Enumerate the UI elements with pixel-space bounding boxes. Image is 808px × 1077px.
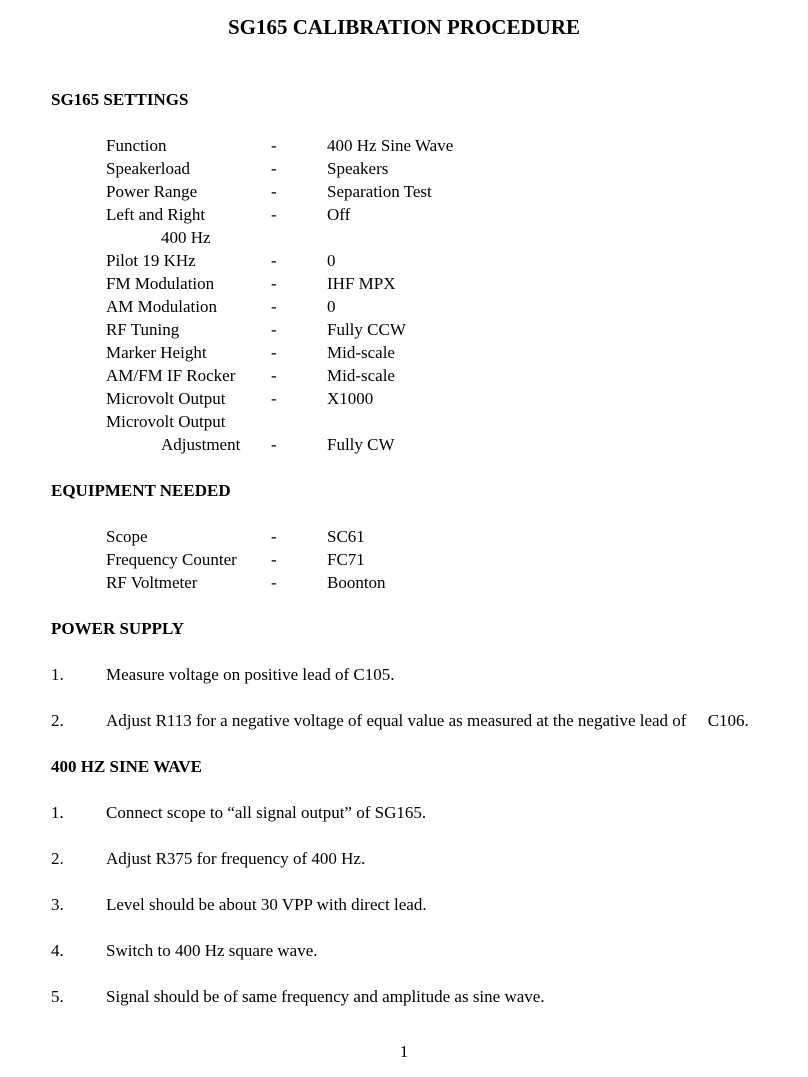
step-text: Adjust R113 for a negative voltage of equal value as measured at the negative lead of C106.	[106, 711, 749, 730]
setting-value: 400 Hz Sine Wave	[327, 136, 454, 155]
step-text: Level should be about 30 VPP with direct lead.	[106, 895, 427, 914]
setting-value: IHF MPX	[327, 274, 396, 293]
setting-label: Adjustment	[161, 435, 241, 454]
setting-value: Speakers	[327, 159, 389, 178]
step-number: 4.	[51, 941, 64, 960]
setting-label: Power Range	[106, 182, 198, 201]
setting-dash: -	[271, 251, 277, 270]
step-text: Measure voltage on positive lead of C105.	[106, 665, 395, 684]
setting-label: 400 Hz	[161, 228, 211, 247]
step-text: Adjust R375 for frequency of 400 Hz.	[106, 849, 366, 868]
setting-label: AM Modulation	[106, 297, 217, 316]
equipment-value: SC61	[327, 527, 365, 546]
equipment-heading: EQUIPMENT NEEDED	[51, 481, 231, 500]
setting-dash: -	[271, 182, 277, 201]
page-title: SG165 CALIBRATION PROCEDURE	[228, 15, 580, 39]
setting-label: Left and Right	[106, 205, 206, 224]
setting-label: AM/FM IF Rocker	[106, 366, 236, 385]
setting-dash: -	[271, 274, 277, 293]
setting-value: 0	[327, 251, 336, 270]
setting-dash: -	[271, 343, 277, 362]
page-number: 1	[399, 1042, 409, 1061]
setting-dash: -	[271, 389, 277, 408]
setting-value: Separation Test	[327, 182, 432, 201]
setting-label: FM Modulation	[106, 274, 215, 293]
setting-dash: -	[271, 205, 277, 224]
setting-label: Pilot 19 KHz	[106, 251, 196, 270]
step-number: 5.	[51, 987, 64, 1006]
setting-dash: -	[271, 159, 277, 178]
step-number: 2.	[51, 849, 64, 868]
equipment-label: Frequency Counter	[106, 550, 237, 569]
equipment-dash: -	[271, 550, 277, 569]
setting-label: RF Tuning	[106, 320, 180, 339]
equipment-dash: -	[271, 573, 277, 592]
equipment-dash: -	[271, 527, 277, 546]
setting-value: 0	[327, 297, 336, 316]
sine-wave-heading: 400 HZ SINE WAVE	[51, 757, 203, 776]
step-text: Connect scope to “all signal output” of SG165.	[106, 803, 427, 822]
equipment-value: Boonton	[327, 573, 386, 592]
equipment-value: FC71	[327, 550, 365, 569]
setting-value: Fully CW	[327, 435, 395, 454]
step-text: Switch to 400 Hz square wave.	[106, 941, 318, 960]
setting-dash: -	[271, 366, 277, 385]
setting-value: X1000	[327, 389, 374, 408]
setting-value: Mid-scale	[327, 366, 395, 385]
setting-dash: -	[271, 435, 277, 454]
step-number: 2.	[51, 711, 64, 730]
setting-value: Fully CCW	[327, 320, 406, 339]
equipment-label: RF Voltmeter	[106, 573, 198, 592]
power-supply-heading: POWER SUPPLY	[51, 619, 185, 638]
setting-label: Microvolt Output	[106, 389, 226, 408]
settings-heading: SG165 SETTINGS	[51, 90, 189, 109]
setting-label: Microvolt Output	[106, 412, 226, 431]
setting-label: Marker Height	[106, 343, 207, 362]
step-text: Signal should be of same frequency and amplitude as sine wave.	[106, 987, 545, 1006]
setting-value: Off	[327, 205, 351, 224]
equipment-label: Scope	[106, 527, 148, 546]
setting-dash: -	[271, 297, 277, 316]
step-number: 1.	[51, 803, 64, 822]
step-number: 1.	[51, 665, 64, 684]
setting-value: Mid-scale	[327, 343, 395, 362]
setting-dash: -	[271, 136, 277, 155]
setting-label: Function	[106, 136, 167, 155]
step-number: 3.	[51, 895, 64, 914]
setting-label: Speakerload	[106, 159, 191, 178]
setting-dash: -	[271, 320, 277, 339]
